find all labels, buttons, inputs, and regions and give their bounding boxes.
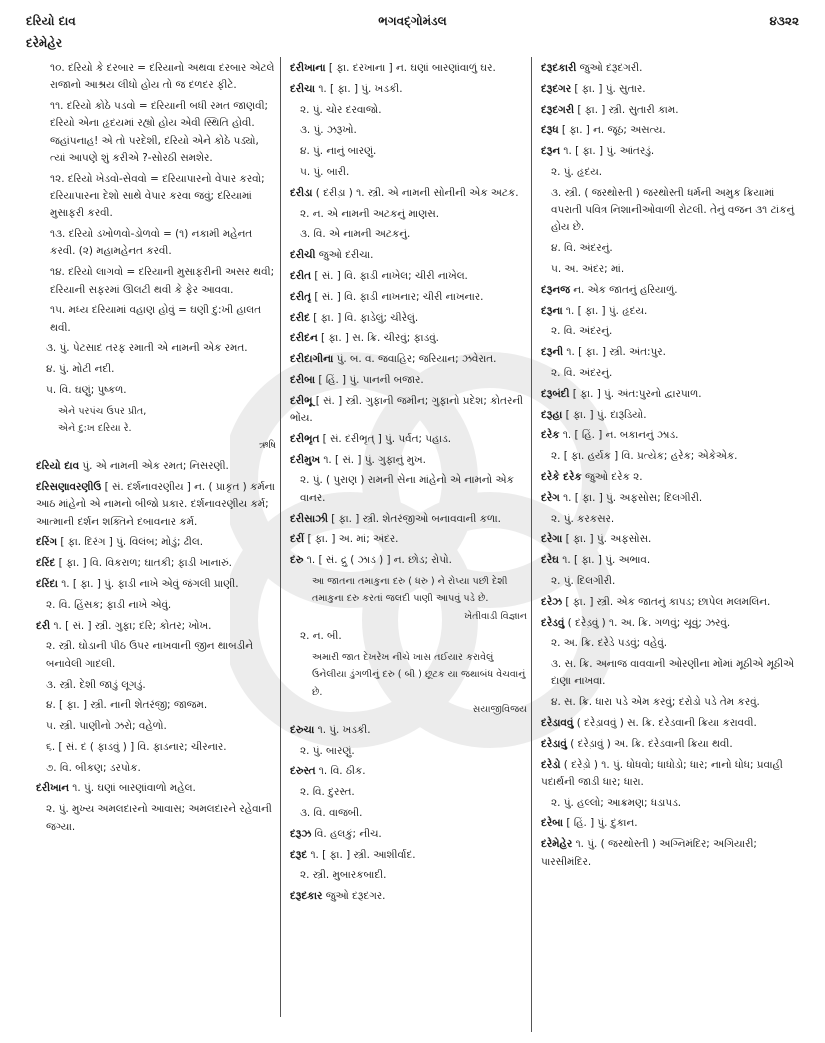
sense: ૨. પું. હલ્લો; આક્રમણ; ધડાપડ. — [551, 796, 682, 809]
headword: દરેડાવવું — [541, 717, 574, 729]
headword: દરેમેહેર — [541, 838, 573, 851]
guide-word-left: દરિયો દાવ — [26, 14, 76, 28]
headword: દરૂની — [541, 346, 564, 359]
definition: ૧. [ ફા. ] પું. આંતરડું. — [560, 145, 655, 158]
definition: પું. બ. વ. જવાહિર; જરિયાન; ઝવેરાત. — [333, 353, 497, 366]
dictionary-entry — [541, 757, 803, 792]
definition: [ ફા. ] સ્ત્રી. શેતરંજીઓ બનાવવાની કળા. — [328, 512, 501, 525]
definition: [ ફા. ] પું. અફસોસ. — [562, 533, 652, 546]
headword: દરીમુખ — [290, 453, 321, 466]
sense: ૪. પું. મોટી નદી. — [46, 363, 115, 376]
sense: ૪. પું. નાનું બારણું. — [300, 145, 377, 158]
definition: ૧. [ ફા. ] પું. અભાવ. — [558, 554, 651, 567]
definition: [ ફા. ] પું. સુતાર. — [571, 82, 646, 95]
dictionary-entry — [290, 289, 527, 306]
idiom-sense: ૧૩. દરિયો ડખોળવો-ડોળવો = (૧) નકામી મહેનત કરવી. (૨) મહામહેનત કરવી. — [50, 228, 253, 258]
dictionary-entry — [290, 372, 527, 389]
sense: ૨. પું. ( પુરાણ ) રામની સેના માંહેનો એ નામનો એક વાનર. — [300, 474, 514, 504]
headword: દરીદ — [290, 311, 310, 324]
sense: ૩. સ્ત્રી. દેશી જાડું લૂગડું. — [46, 678, 146, 691]
definition: ૧. [ ફા. ] પું. ફાડી નાખે એવું જંગલી પ્રાણી. — [57, 578, 239, 591]
sense: ૨. સ્ત્રી. મુબારકબાદી. — [300, 869, 387, 882]
sense: ૭. વિ. બીકણ; ડરપોક. — [46, 761, 141, 774]
column-left — [36, 60, 276, 839]
definition: [ ફા. ] પું. અંત:પુરનો દ્વારપાળ. — [569, 387, 702, 400]
citation-source: ખેતીવાડી વિજ્ઞાન — [464, 610, 527, 622]
dictionary-entry — [290, 393, 527, 428]
sense: ૨. [ ફા. હર્યક ] વિ. પ્રત્યેક; હરેક; એકેએક. — [551, 450, 738, 463]
headword: દરીભૃત — [290, 432, 320, 445]
definition: [ ફા. દિરંગ ] પું. વિલંબ; મોડું; ઢીલ. — [57, 536, 204, 549]
definition: ૧. [ સં. ] પું. ગુફાનું મુખ. — [320, 453, 426, 466]
dictionary-entry — [541, 490, 803, 507]
dictionary-entry — [290, 268, 527, 285]
definition: જુઓ દરેક ૨. — [581, 470, 643, 483]
dictionary-entry — [290, 511, 527, 528]
dictionary-entry — [541, 836, 803, 871]
dictionary-entry — [541, 469, 803, 486]
dictionary-entry — [290, 722, 527, 739]
dictionary-entry — [541, 81, 803, 98]
headword: દરૂના — [541, 304, 563, 317]
definition: [ ફા. ] અ. માં; અંદર. — [304, 533, 399, 546]
citation-quote: આ જાતના તમાકુના દરુ ( ધરુ ) ને રોપ્યા પછી દેશી તમાકુના દરુ કરતાં જલદી પાણી આપવું પડે છે. — [312, 575, 508, 605]
definition: ( દરેડ઼ાવું ) અ. ક્રિ. દરેડવાની ક્રિયા થવી. — [566, 737, 733, 750]
headword: દરી — [36, 619, 51, 632]
definition: [ ફા. ] સ. ક્રિ. ચીરવું; ફાડવું. — [317, 332, 439, 345]
dictionary-entry — [290, 826, 527, 843]
headword: દરેક — [541, 429, 560, 442]
sense: ૩. વિ. વાજબી. — [300, 806, 363, 819]
sense: ૪. સ. ક્રિ. ધારા પડે એમ કરવું; દરોડો પડે તેમ કરવું. — [551, 696, 760, 709]
dictionary-entry — [541, 427, 803, 444]
definition: [ ફા. દરખાના ] ન. ઘણાં બારણાંવાળું ઘર. — [325, 62, 496, 74]
definition: ૧. [ ફા. ] પું. અફસોસ; દિલગીરી. — [559, 491, 703, 504]
citation-source: ઋષિ — [259, 440, 276, 452]
idiom-sense: ૧૫. મધ્ય દરિયામાં વહાણ હોવું = ઘણી દુ:ખી હાલત થવી. — [50, 304, 262, 334]
definition: ૧. પું. ખડકી. — [314, 723, 371, 736]
sense: ૩. વિ. એ નામની અટકનું. — [300, 228, 411, 241]
definition: ૧. [ ફા. ] પું. હૃદય. — [562, 304, 648, 317]
dictionary-entry — [36, 780, 276, 797]
dictionary-entry — [541, 594, 803, 611]
sense: ૨. વિ. હિંસક; ફાડી નાખે એવું. — [46, 598, 172, 611]
headword: દરિંગ — [36, 536, 58, 549]
citation-quote: એને પરપંચ ઉપર પ્રીત, — [58, 405, 147, 417]
idiom-sense: ૧૪. દરિયો લાગવો = દરિયાની મુસાફરીની અસર થવી; દરિયાની સફરમાં ઊલટી થવી કે ફેર આવવા. — [50, 266, 275, 296]
headword: દરીચા — [290, 82, 316, 95]
headword: દરીદાગીના — [290, 353, 334, 366]
citation-source: સયાજીવિજય — [472, 704, 527, 715]
column-divider — [531, 57, 532, 1032]
citation-quote: અમારી જાત દેખરેખ નીચે ખાસ તઈયાર કરાવેલું ઉનેલીયા ડુંગળીનું દરુ ( બી ) છૂટક યા જથાબંધ વેચવાનું છે. — [312, 652, 526, 698]
guide-word-right: દરેમેહેર — [26, 36, 63, 50]
sense: ૪. વિ. અંદરનું. — [551, 242, 613, 255]
definition: પું. એ નામની એક રમત; નિસરણી. — [79, 460, 229, 473]
sense: ૬. [ સં. દ ( ફાડવું ) ] વિ. ફાડનાર; ચીરનાર. — [46, 740, 227, 753]
headword: દરૂદ — [290, 848, 308, 861]
sense: ૫. પું. બારી. — [300, 165, 350, 178]
column-divider — [280, 57, 281, 1017]
headword: દરીતૃ — [290, 290, 312, 303]
page-header — [0, 14, 825, 36]
dictionary-entry — [290, 531, 527, 548]
dictionary-entry — [36, 555, 276, 572]
headword: દરૂધ — [541, 124, 559, 137]
headword: દરુચા — [290, 723, 315, 736]
definition: ( દરેડ઼વું ) ૧. અ. ક્રિ. ગળવું; ચૂવું; ઝરવું. — [564, 616, 731, 629]
dictionary-entry — [36, 618, 276, 635]
column-middle — [290, 60, 527, 909]
definition: ૧. વિ. ઠીક. — [315, 765, 366, 778]
dictionary-entry — [290, 552, 527, 569]
headword: દરેઘ — [541, 554, 559, 567]
definition: જુઓ દરૂદગર. — [322, 890, 386, 903]
definition: [ સં. ] વિ. ફાડી નાખેલ; ચીરી નાખેલ. — [311, 269, 468, 282]
dictionary-entry — [290, 185, 527, 202]
definition: [ સં. ] સ્ત્રી. ગુફાની જમીન; ગુફાનો પ્રદેશ; કોતરની ભોંય. — [290, 394, 524, 425]
dictionary-entry — [290, 431, 527, 448]
definition: ૧. [ હિં. ] ન. બકાનનું ઝાડ. — [559, 429, 679, 442]
sense: ૨. અ. ક્રિ. દરેડે પડવું; વહેવું. — [551, 637, 668, 650]
definition: [ ફા. ] સ્ત્રી. સુતારી કામ. — [574, 103, 679, 116]
sense: ૩. પું. પેટસાદ તરફ રમાતી એ નામની એક રમત. — [46, 342, 248, 355]
definition: ૧. [ ફા. ] સ્ત્રી. અંત:પુર. — [563, 346, 666, 359]
headword: દરૂદકારી — [541, 62, 577, 74]
definition: [ ફા. ] વિ. ફાડેલું; ચીરેલું. — [309, 311, 419, 324]
sense: ૨. વિ. અંદરનું. — [551, 366, 613, 379]
dictionary-entry — [541, 303, 803, 320]
sense: ૨. સ્ત્રી. ઘોડાની પીઠ ઉપર નાખવાની જીન થાબડીને બનાવેલી ગાદલી. — [46, 640, 254, 670]
sense: ૨. વિ. દુરસ્ત. — [300, 786, 355, 799]
headword: દરિંદ — [36, 557, 56, 570]
dictionary-entry — [36, 534, 276, 551]
dictionary-entry — [290, 310, 527, 327]
definition: ( દરેડ઼ાવવું ) સ. ક્રિ. દરેડવાની ક્રિયા કરાવવી. — [573, 717, 757, 729]
headword: દરિસણાવરણીઉ — [36, 481, 102, 494]
headword: દરૂદગર — [541, 82, 572, 95]
dictionary-entry — [541, 122, 803, 139]
headword: દરૂનજ — [541, 283, 570, 296]
dictionary-entry — [290, 330, 527, 347]
dictionary-entry — [290, 81, 527, 98]
headword: દરેડો — [541, 758, 561, 771]
dictionary-entry — [290, 351, 527, 368]
dictionary-entry — [541, 102, 803, 119]
sense: ૫. વિ. ઘણું; પુષ્કળ. — [46, 384, 127, 397]
sense: ૫. અ. અંદર; માં. — [551, 262, 625, 275]
definition: ૧. [ ફા. ] પું. ખડકી. — [315, 82, 403, 95]
headword: દરૂહા — [541, 408, 563, 421]
definition: ૧. પું. ઘણાં બારણાંવાળો મહેલ. — [68, 782, 196, 795]
definition: ૧. પું. ( જરથોસ્તી ) અગ્નિમંદિર; અગિયારી; પારસીમંદિર. — [541, 838, 757, 868]
headword: દરૂઝ — [290, 827, 312, 840]
sense: ૪. [ ફા. ] સ્ત્રી. નાની શેતરંજી; જાજમ. — [46, 699, 208, 712]
dictionary-entry — [541, 407, 803, 424]
citation-quote: એને દુ:ખ દરિયા રે. — [58, 423, 132, 435]
definition: ( દરીડ઼ા ) ૧. સ્ત્રી. એ નામની સોનીની એક અટક. — [312, 186, 519, 199]
dictionary-entry — [541, 282, 803, 299]
headword: દરિંદા — [36, 578, 58, 591]
dictionary-entry — [541, 552, 803, 569]
headword: દરેકે દરેક — [541, 470, 582, 483]
definition: [ સં. દર્શનાવરણીય ] ન. ( પ્રાકૃત ) કર્મના આઠ માંહેનો એ નામનો બીજો પ્રકાર. દર્શનાવરણીય કર્મ; આત્માની દર્શન શક્તિને દબાવનાર કર્મ. — [36, 481, 275, 528]
headword: દરેબા — [541, 817, 564, 830]
sense: ૨. પું. ચોર દરવાજો. — [300, 103, 382, 116]
definition: [ ફા. ] ન. જૂઠ; અસત્ય. — [558, 124, 666, 137]
headword: દરેઝ — [541, 595, 563, 608]
headword: દરિયો દાવ — [36, 460, 80, 473]
definition: [ સં. દરીભૃત્ ] પું. પર્વત; પહાડ. — [319, 432, 451, 445]
dictionary-entry — [290, 247, 527, 264]
page-title: ભગવદ્ગોમંડલ — [378, 14, 447, 28]
definition: [ સં. ] વિ. ફાડી નાખનાર; ચીરી નાખનાર. — [311, 290, 484, 303]
sense: ૨. પું. બારણું. — [300, 744, 355, 757]
definition: ન. એક જાતનું હરિયાળું. — [569, 283, 678, 296]
dictionary-entry — [541, 815, 803, 832]
dictionary-entry — [541, 715, 803, 732]
column-right — [541, 60, 803, 874]
dictionary-entry — [541, 143, 803, 160]
sense: ૨. પું. મુખ્ય અમલદારનો આવાસ; અમલદારને રહેવાની જગ્યા. — [46, 803, 272, 833]
dictionary-entry — [541, 531, 803, 548]
headword: દરીભૂ — [290, 394, 313, 407]
dictionary-entry — [290, 763, 527, 780]
dictionary-entry — [541, 60, 803, 77]
headword: દરીદન — [290, 332, 318, 345]
dictionary-entry — [541, 344, 803, 361]
headword: દરુ — [290, 554, 304, 567]
headword: દરીબા — [290, 373, 316, 386]
dictionary-entry — [290, 888, 527, 905]
definition: [ હિં. ] પું. દુકાન. — [563, 817, 638, 830]
headword: દરેગા — [541, 533, 563, 546]
sense: ૨. વિ. અંદરનું. — [551, 325, 613, 338]
dictionary-entry — [541, 615, 803, 632]
headword: દરીચી — [290, 249, 316, 262]
definition: ૧. [ સં. ] સ્ત્રી. ગુફા; દરિ; કોતર; ખોખ. — [50, 619, 212, 632]
sense: ૨. પું. દિલગીરી. — [551, 574, 616, 587]
headword: દરૂબંદી — [541, 387, 570, 400]
sense: ૨. ન. એ નામની અટકનું માણસ. — [300, 207, 440, 220]
page-number: ૪૩૨૨ — [769, 14, 799, 28]
idiom-sense: ૧૨. દરિયો ખેડવો-સેવવો = દરિયાપારનો વેપાર કરવો; દરિયાપારના દેશો સાથે વેપાર કરવા જવું; દરિયામાં મુસાફરી કરવી. — [50, 172, 265, 220]
definition: ૧. [ ફા. ] સ્ત્રી. આશીર્વાદ. — [307, 848, 416, 861]
dictionary-entry — [541, 736, 803, 753]
sense: ૩. સ્ત્રી. ( જરથોસ્તી ) જરથોસ્તી ધર્મની અમુક ક્રિયામાં વપરાતી પવિત્ર નિશાનીઓવાળી રોટલી. તેનું વજન ૩૧ ટાંકનું હોય છે. — [551, 186, 795, 234]
dictionary-entry — [36, 576, 276, 593]
dictionary-entry — [36, 458, 276, 475]
dictionary-entry — [36, 479, 276, 531]
headword: દરીડા — [290, 186, 313, 199]
definition: ૧. [ સં. દ્રુ ( ઝાડ ) ] ન. છોડ; રોપો. — [303, 554, 452, 567]
headword: દરેગ — [541, 491, 560, 504]
definition: [ ફા. ] વિ. વિકરાળ; ઘાતકી; ફાડી ખાનારું. — [55, 557, 232, 570]
definition: [ હિં. ] પું. પાનની બજાર. — [315, 373, 424, 386]
headword: દરૂન — [541, 145, 561, 158]
definition: જુઓ દરીચા. — [315, 249, 374, 262]
headword: દરીત — [290, 269, 312, 282]
definition: [ ફા. ] સ્ત્રી. એક જાતનું કાપડ; છાપેલ મલમલિન. — [562, 595, 771, 608]
sense: ૨. પું. કરકસર. — [551, 512, 615, 525]
dictionary-entry — [290, 847, 527, 864]
headword: દરીં — [290, 533, 305, 546]
sense: ૨. ન. બી. — [300, 630, 342, 643]
definition: [ ફા. ] પું. દારૂડિયો. — [562, 408, 647, 421]
dictionary-entry — [541, 386, 803, 403]
headword: દરુસ્ત — [290, 765, 316, 778]
sense: ૫. સ્ત્રી. પાણીનો ઝરો; વહેળો. — [46, 720, 167, 733]
definition: જુઓ દરૂદગરી. — [576, 62, 643, 74]
dictionary-entry — [290, 452, 527, 469]
idiom-sense: ૧૦. દરિયો કે દરબાર = દરિયાનો અથવા દરબાર એટલે રાજાનો આશ્રય લીધો હોય તો જ દળદર ફીટે. — [50, 62, 275, 92]
idiom-sense: ૧૧. દરિયો કોઠે પડવો = દરિયાની બધી રમત જાણવી; દરિયો એના હૃદયમાં રહ્યો હોય એવી સ્થિતિ હોવી. જહાંપનાહ! એ તો પરદેશી, દરિયો એને કોઠે પડ્યો, ત્યાં આપણે શું કરીએ ?-સોરઠી સમશેર. — [50, 100, 269, 164]
sense: ૩. પું. ઝરૂખો. — [300, 124, 357, 137]
headword: દરેડવું — [541, 616, 565, 629]
headword: દરૂદગરી — [541, 103, 575, 116]
definition: ( દરેડ઼ો ) ૧. પું. ધોધવો; ધાધોડો; ધાર; નાનો ધોધ; પ્રવાહી પદાર્થની જાડી ધાર; ધારા. — [541, 758, 783, 788]
headword: દરૂદકાર — [290, 890, 323, 903]
dictionary-entry — [290, 60, 527, 77]
headword: દરેડાવું — [541, 737, 567, 750]
definition: વિ. હલકું; નીચ. — [311, 827, 382, 840]
headword: દરીસાઝી — [290, 512, 328, 525]
headword: દરીખાના — [290, 62, 326, 74]
sense: ૨. પું. હૃદય. — [551, 165, 603, 178]
headword: દરીખાન — [36, 782, 69, 795]
sense: ૩. સ. ક્રિ. અનાજ વાવવાની ઓરણીના મોંમાં મૂઠીએ મૂઠીએ દાણા નાખવા. — [551, 658, 795, 688]
